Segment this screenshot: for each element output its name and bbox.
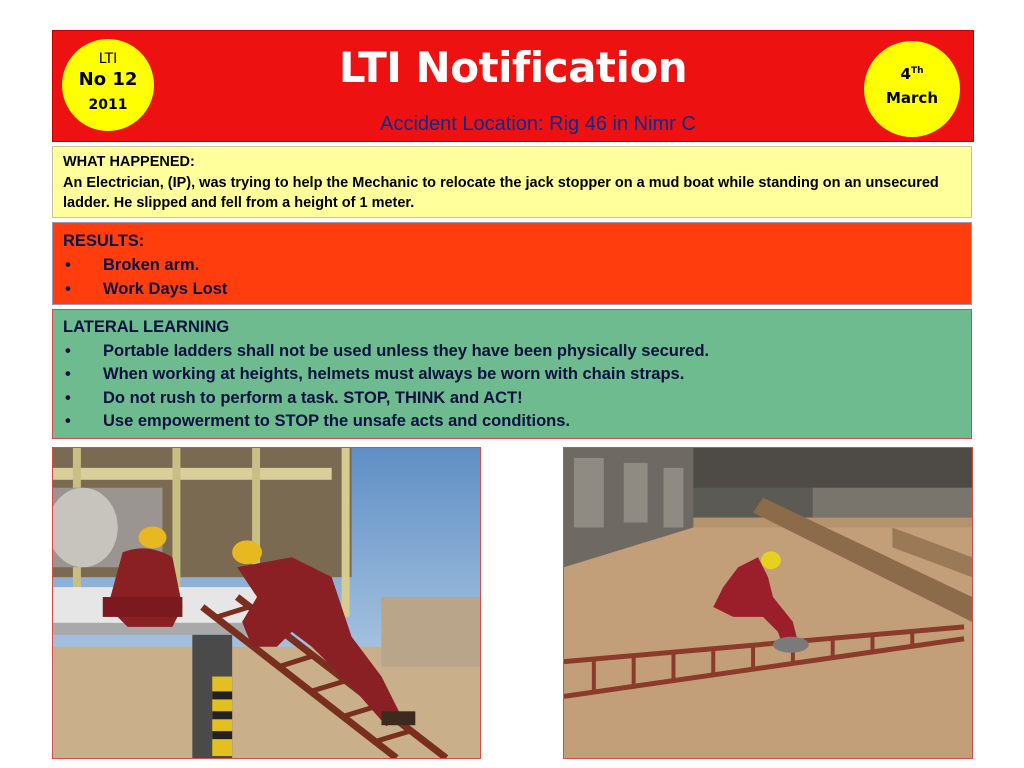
what-happened-heading: WHAT HAPPENED: — [63, 154, 195, 170]
bullet: • — [65, 341, 71, 360]
results-box — [52, 222, 972, 305]
list-item — [63, 410, 961, 434]
photo-fallen-worker-image — [564, 448, 972, 758]
what-happened-box — [52, 146, 972, 218]
learning-item-text: Use empowerment to STOP the unsafe acts and conditions. — [103, 412, 570, 430]
photo-ladder-work — [52, 447, 481, 759]
badge-day-suffix: Th — [910, 66, 924, 76]
lateral-learning-heading: LATERAL LEARNING — [63, 318, 230, 336]
bullet: • — [65, 256, 71, 274]
learning-item-text: When working at heights, helmets must always be worn with chain straps. — [103, 365, 685, 383]
bullet: • — [65, 280, 71, 298]
badge-lti-year: 2011 — [88, 97, 128, 113]
photo-fallen-worker — [563, 447, 973, 759]
list-item — [63, 253, 961, 277]
bullet: • — [65, 365, 71, 383]
learning-item-text: Portable ladders shall not be used unless they have been physically secured. — [103, 341, 710, 360]
lateral-learning-box — [52, 309, 972, 439]
badge-day — [864, 65, 960, 83]
bullet: • — [65, 412, 71, 430]
list-item — [63, 387, 961, 411]
result-item-text: Broken arm. — [103, 256, 200, 274]
result-item-text: Work Days Lost — [103, 280, 228, 298]
accident-location: Accident Location: Rig 46 in Nimr C — [380, 113, 696, 135]
page-title: LTI Notification — [338, 43, 688, 92]
list-item — [63, 340, 961, 364]
lti-number-badge — [62, 39, 154, 131]
badge-day-number: 4 — [900, 65, 911, 83]
badge-lti-label: LTI — [98, 51, 118, 67]
date-badge — [864, 41, 960, 137]
results-heading: RESULTS: — [63, 232, 145, 250]
what-happened-text: An Electrician, (IP), was trying to help the Mechanic to relocate the jack stopper on a mud boat while standing on an unsecured ladder. He slipped and fell from a height of 1 meter. — [63, 174, 939, 211]
learning-item-text: Do not rush to perform a task. STOP, THINK and ACT! — [103, 388, 523, 407]
bullet: • — [65, 388, 71, 407]
badge-lti-number: No 12 — [78, 69, 138, 90]
list-item — [63, 363, 961, 387]
photo-ladder-work-image — [53, 448, 480, 758]
header-banner — [52, 30, 974, 142]
list-item — [63, 277, 961, 301]
badge-month: March — [885, 89, 939, 107]
